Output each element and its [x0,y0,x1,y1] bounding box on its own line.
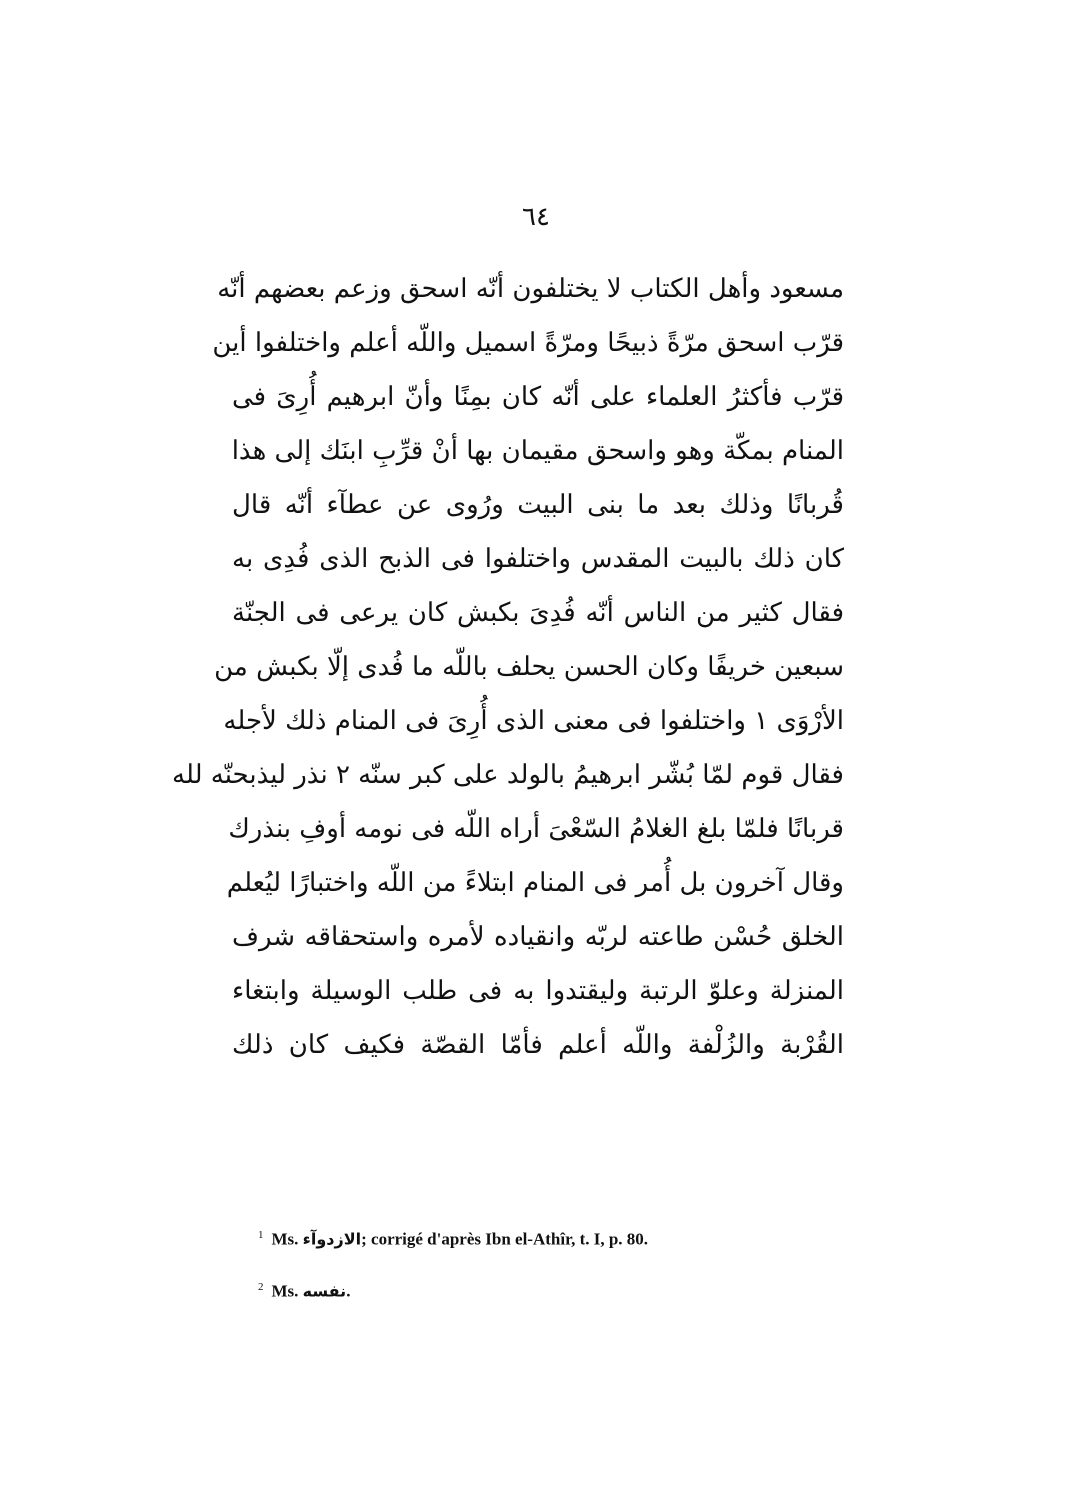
footnote-marker: 1 [258,1229,264,1241]
text-line: المنام بمكّة وهو واسحق مقيمان بها أنْ قرِّبِ ابنَك إلى هذا [231,436,844,466]
footnote-prefix: Ms. [271,1229,299,1249]
text-line: المنزلة وعلوّ الرتبة وليقتدوا به فى طلب الوسيلة وابتغاء [232,976,844,1006]
text-line: قرّب اسحق مرّةً ذبيحًا ومرّةً اسميل واللّه أعلم واختلفوا أين [212,328,844,358]
main-text [172,262,844,1072]
text-line: قربانًا فلمّا بلغ الغلامُ السّعْىَ أراه اللّه فى نومه أوفِ بنذرك [228,814,844,844]
text-line: الأرْوَى ١ واختلفوا فى معنى الذى أُرِىَ فى المنام ذلك لأجله [223,706,844,736]
text-line: كان ذلك بالبيت المقدس واختلفوا فى الذبح الذى فُدِى به [232,544,844,574]
footnote-1 [258,1222,818,1274]
footnotes [258,1222,818,1326]
footnote-arabic: نفسه [302,1281,347,1301]
text-line: مسعود وأهل الكتاب لا يختلفون أنّه اسحق وزعم بعضهم أنّه [217,274,844,304]
footnote-arabic: الازدوآء [302,1229,362,1249]
text-line: قرّب فأكثرُ العلماء على أنّه كان بمِنًا وأنّ ابرهيم أُرِىَ فى [232,382,844,412]
page-number: ٦٤ [522,202,550,232]
footnote-2 [258,1274,818,1326]
text-line: القُرْبة والزُلْفة واللّه أعلم فأمّا القصّة فكيف كان ذلك [232,1030,844,1060]
text-line: فقال قوم لمّا بُشّر ابرهيمُ بالولد على كبر سنّه ٢ نذر ليذبحنّه لله [172,760,844,790]
text-line: وقال آخرون بل أُمر فى المنام ابتلاءً من اللّه واختبارًا ليُعلم [226,868,844,898]
footnote-text: ; corrigé d'après Ibn el-Athîr, t. I, p. 80. [361,1229,649,1249]
footnote-text: . [346,1281,351,1301]
text-line: الخلق حُسْن طاعته لربّه وانقياده لأمره واستحقاقه شرف [232,922,844,952]
text-line: فقال كثير من الناس أنّه فُدِىَ بكبش كان يرعى فى الجنّة [232,598,844,628]
text-line: قُربانًا وذلك بعد ما بنى البيت ورُوى عن عطآء أنّه قال [232,490,844,520]
footnote-marker: 2 [258,1281,264,1293]
text-line: سبعين خريفًا وكان الحسن يحلف باللّه ما فُدى إلّا بكبش من [214,652,844,682]
footnote-prefix: Ms. [271,1281,299,1301]
